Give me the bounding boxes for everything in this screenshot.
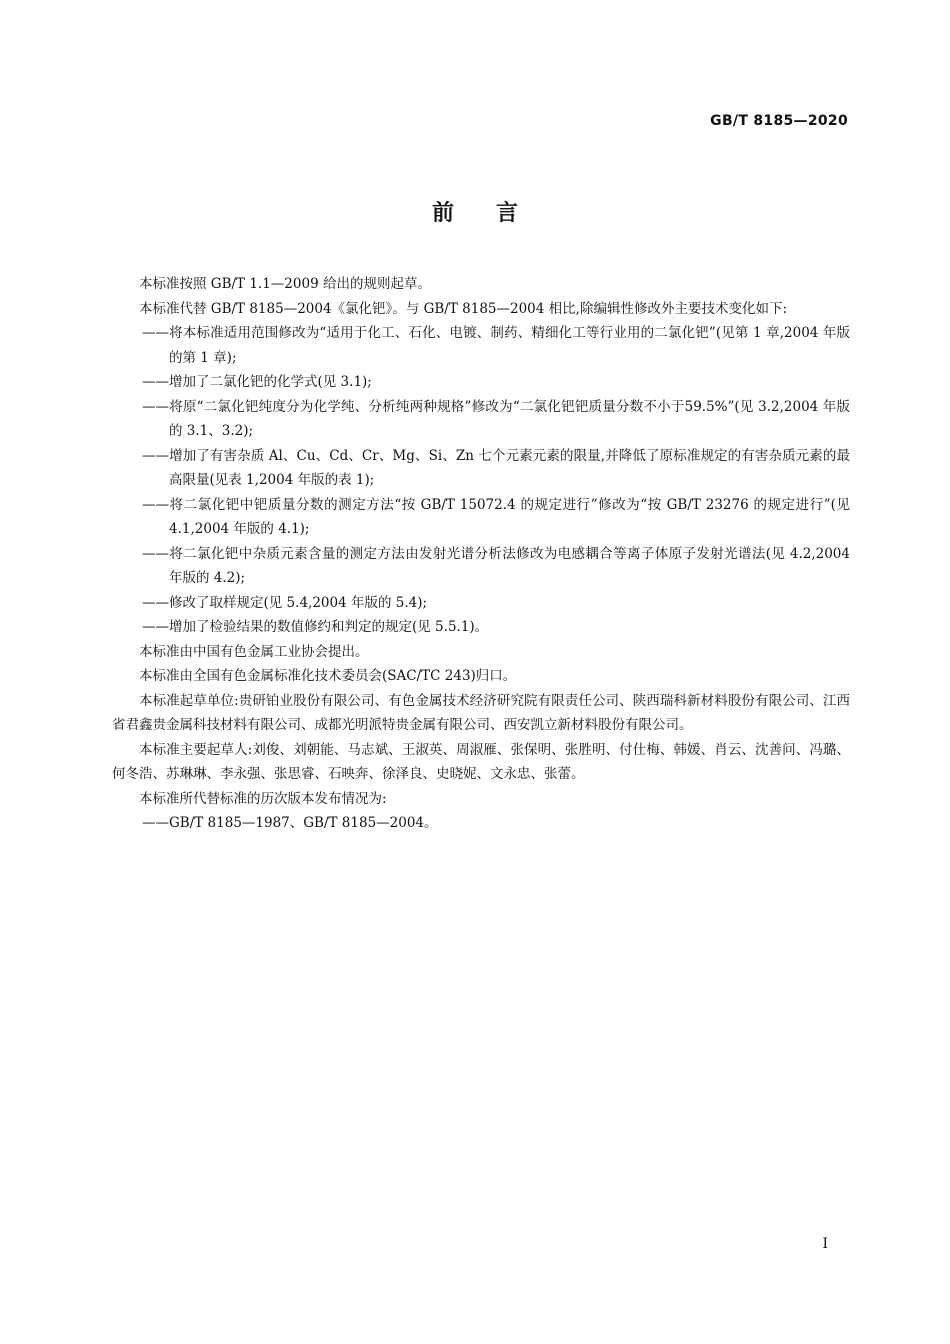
- change-item: ——将二氯化钯中杂质元素含量的测定方法由发射光谱分析法修改为电感耦合等离子体原子发射光谱法(见 4.2,2004 年版的 4.2);: [142, 545, 850, 586]
- page-title: 前言: [431, 201, 560, 226]
- paragraph: 本标准由全国有色金属标准化技术委员会(SAC/TC 243)归口。: [139, 668, 517, 684]
- change-item: ——增加了检验结果的数值修约和判定的规定(见 5.5.1)。: [142, 619, 489, 635]
- change-item: ——将本标准适用范围修改为“适用于化工、石化、电镀、制药、精细化工等行业用的二氯化钯”(见第 1 章,2004 年版的第 1 章);: [142, 325, 850, 366]
- change-item: ——将原“二氯化钯纯度分为化学纯、分析纯两种规格”修改为“二氯化钯钯质量分数不小于59.5%”(见 3.2,2004 年版的 3.1、3.2);: [142, 398, 850, 439]
- paragraph: 本标准起草单位:贵研铂业股份有限公司、有色金属技术经济研究院有限责任公司、陕西瑞科新材料股份有限公司、江西省君鑫贵金属科技材料有限公司、成都光明派特贵金属有限公司、西安凯立新材料股份有限公司。: [112, 692, 850, 733]
- foreword-body: [112, 272, 850, 836]
- paragraph: 本标准主要起草人:刘俊、刘朝能、马志斌、王淑英、周淑雁、张保明、张胜明、付仕梅、韩媛、肖云、沈善问、冯璐、何冬浩、苏琳琳、李永强、张思睿、石映奔、徐泽良、史晓妮、文永忠、张蕾。: [112, 741, 850, 782]
- paragraph: 本标准所代替标准的历次版本发布情况为:: [139, 790, 387, 807]
- paragraph: 本标准按照 GB/T 1.1—2009 给出的规则起草。: [139, 276, 431, 292]
- history-item: ——GB/T 8185—1987、GB/T 8185—2004。: [142, 815, 438, 831]
- change-item: ——增加了二氯化钯的化学式(见 3.1);: [142, 374, 372, 390]
- change-item: ——将二氯化钯中钯质量分数的测定方法“按 GB/T 15072.4 的规定进行”修改为“按 GB/T 23276 的规定进行”(见 4.1,2004 年版的 4.1);: [142, 496, 850, 537]
- paragraph: 本标准由中国有色金属工业协会提出。: [139, 643, 369, 660]
- change-item: ——增加了有害杂质 Al、Cu、Cd、Cr、Mg、Si、Zn 七个元素元素的限量,并降低了原标准规定的有害杂质元素的最高限量(见表 1,2004 年版的表 1);: [142, 447, 850, 488]
- standard-code: GB/T 8185—2020: [710, 113, 848, 129]
- change-item: ——修改了取样规定(见 5.4,2004 年版的 5.4);: [142, 594, 428, 611]
- page-number: I: [822, 1236, 828, 1252]
- paragraph: 本标准代替 GB/T 8185—2004《氯化钯》。与 GB/T 8185—2004 相比,除编辑性修改外主要技术变化如下:: [139, 300, 787, 317]
